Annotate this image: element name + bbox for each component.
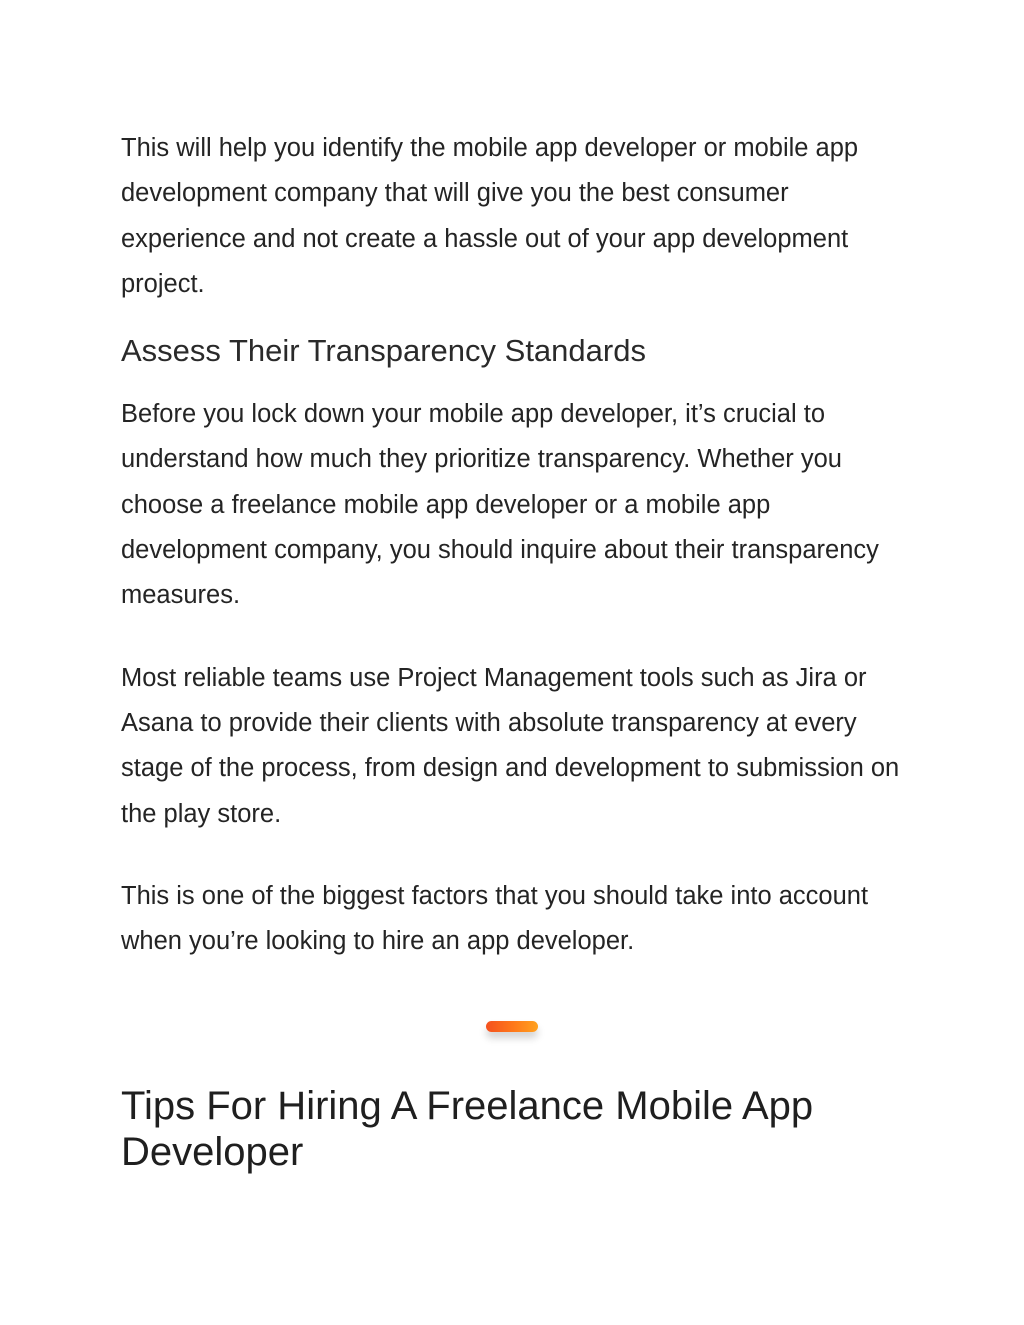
- project-management-paragraph: Most reliable teams use Project Management tools such as Jira or Asana to provide their clients with absolute transparency at every stage of the process, from design and development to submission on the play store.: [121, 663, 900, 828]
- orange-divider-bar: [486, 1021, 538, 1032]
- section-divider: [486, 1021, 538, 1033]
- main-heading: Tips For Hiring A Freelance Mobile App Developer: [121, 1084, 814, 1174]
- intro-paragraph: This will help you identify the mobile app developer or mobile app development company that will give you the best consumer experience and not create a hassle out of your app development project.: [121, 134, 859, 298]
- factor-paragraph: This is one of the biggest factors that you should take into account when you’re looking to hire an app developer.: [121, 881, 869, 956]
- section-heading: Assess Their Transparency Standards: [121, 333, 646, 369]
- transparency-paragraph: Before you lock down your mobile app developer, it’s crucial to understand how much they prioritize transparency. Whether you choose a freelance mobile app developer or a mobile app development company, you should inquire about their transparency measures.: [121, 400, 879, 610]
- document-body: [121, 126, 911, 964]
